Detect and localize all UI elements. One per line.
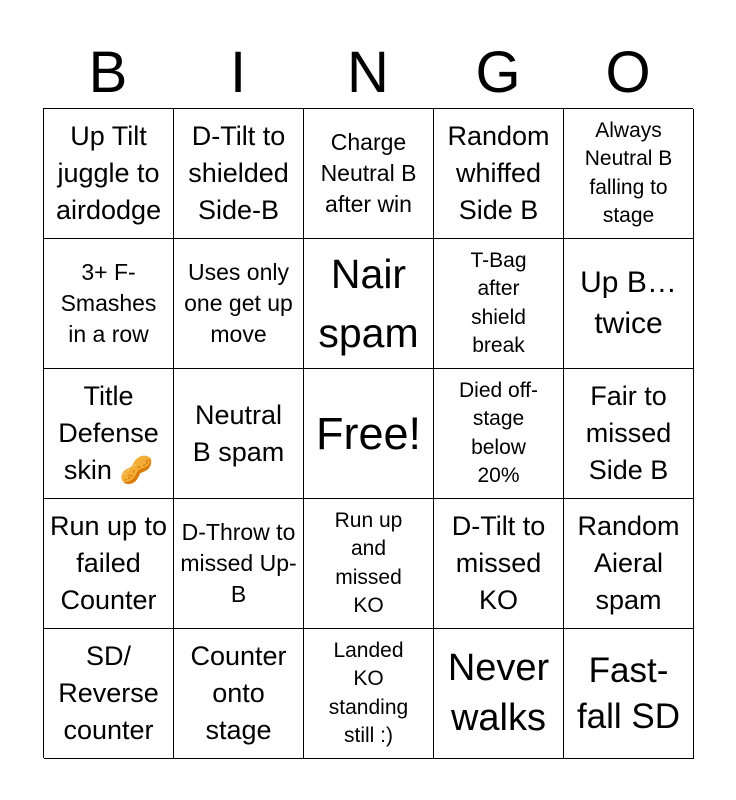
bingo-cell-i3[interactable]: [174, 369, 304, 499]
cell-label: D-Tilt to missed KO: [451, 511, 546, 615]
header-letter-g: G: [475, 40, 521, 105]
bingo-board: [43, 108, 693, 758]
cell-label: D-Tilt to shielded Side-B: [188, 121, 289, 225]
cell-label: Neutral B spam: [192, 399, 285, 467]
cell-label: Always Neutral B falling to stage: [584, 119, 673, 227]
bingo-cell-b3[interactable]: [44, 369, 174, 499]
bingo-cell-g4[interactable]: [434, 499, 564, 629]
cell-label: SD/ Reverse counter: [58, 641, 159, 745]
cell-label: Uses only one get up move: [184, 259, 293, 347]
bingo-cell-g3[interactable]: [434, 369, 564, 499]
cell-label: Nair spam: [318, 251, 419, 356]
cell-label: Landed KO standing still :): [328, 639, 409, 747]
cell-label: Random whiffed Side B: [447, 121, 550, 225]
cell-label: Fair to missed Side B: [585, 381, 672, 485]
bingo-header: [43, 38, 693, 108]
bingo-cell-b2[interactable]: [44, 239, 174, 369]
cell-label: T-Bag after shield break: [470, 249, 527, 357]
header-letter-b: B: [88, 40, 128, 105]
bingo-cell-b4[interactable]: [44, 499, 174, 629]
bingo-cell-o5[interactable]: [564, 629, 694, 759]
cell-label: D-Throw to missed Up-B: [180, 519, 297, 607]
bingo-cell-o1[interactable]: [564, 109, 694, 239]
cell-label: Random Aieral spam: [577, 511, 680, 615]
bingo-cell-g1[interactable]: [434, 109, 564, 239]
cell-label: Title Defense skin 🥜: [58, 381, 159, 485]
cell-label: Counter onto stage: [190, 641, 287, 745]
header-letter-n: N: [347, 40, 389, 105]
bingo-cell-o2[interactable]: [564, 239, 694, 369]
bingo-cell-b1[interactable]: [44, 109, 174, 239]
cell-label: Run up and missed KO: [334, 509, 403, 617]
bingo-cell-n2[interactable]: [304, 239, 434, 369]
bingo-cell-b5[interactable]: [44, 629, 174, 759]
cell-label: Run up to failed Counter: [49, 511, 168, 615]
header-letter-i: I: [229, 40, 247, 105]
cell-label: Up Tilt juggle to airdodge: [56, 121, 162, 225]
cell-label: 3+ F-Smashes in a row: [60, 259, 157, 347]
cell-label: Up B… twice: [580, 265, 677, 340]
cell-label: Fast-fall SD: [576, 651, 681, 736]
bingo-cell-o3[interactable]: [564, 369, 694, 499]
bingo-cell-g2[interactable]: [434, 239, 564, 369]
bingo-cell-i5[interactable]: [174, 629, 304, 759]
bingo-cell-n1[interactable]: [304, 109, 434, 239]
cell-label: Charge Neutral B after win: [320, 129, 417, 217]
bingo-cell-n3-free[interactable]: [304, 369, 434, 499]
bingo-cell-n5[interactable]: [304, 629, 434, 759]
free-space-label: Free!: [315, 407, 422, 459]
bingo-cell-o4[interactable]: [564, 499, 694, 629]
bingo-cell-n4[interactable]: [304, 499, 434, 629]
bingo-cell-i4[interactable]: [174, 499, 304, 629]
bingo-cell-i1[interactable]: [174, 109, 304, 239]
cell-label: Never walks: [447, 647, 550, 739]
bingo-cell-g5[interactable]: [434, 629, 564, 759]
header-letter-o: O: [605, 40, 651, 105]
bingo-cell-i2[interactable]: [174, 239, 304, 369]
cell-label: Died off-stage below 20%: [459, 379, 538, 487]
